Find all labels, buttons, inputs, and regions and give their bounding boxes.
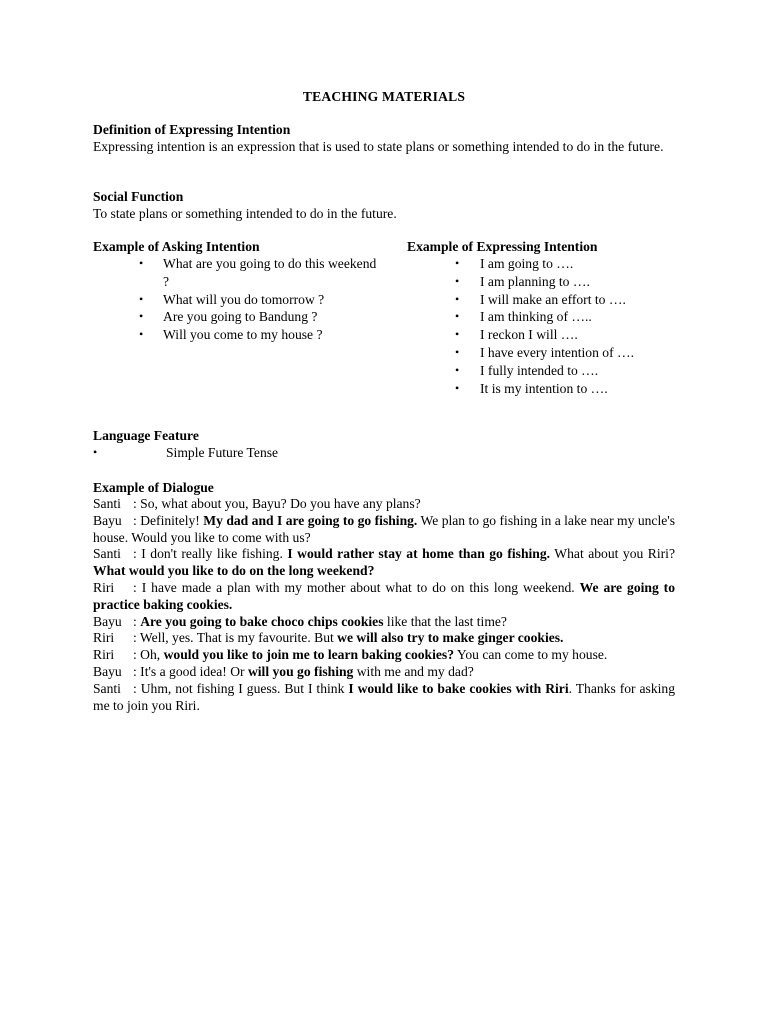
bullet-icon: •	[455, 362, 460, 377]
bullet-icon: •	[139, 327, 144, 342]
asking-intention-item	[93, 308, 383, 326]
bullet-icon: •	[139, 309, 144, 324]
social-function-text: To state plans or something intended to do in the future.	[93, 206, 397, 221]
dialogue-highlight-text: We are going to practice baking cookies.	[93, 579, 676, 612]
bullet-icon: •	[139, 256, 144, 270]
dialogue-text: with me and my dad?	[353, 663, 474, 679]
dialogue-heading: Example of Dialogue	[93, 480, 214, 495]
social-function-heading: Social Function	[93, 189, 184, 204]
definition-section	[93, 121, 675, 155]
asking-intention-item-text: Are you going to Bandung ?	[163, 309, 318, 325]
asking-intention-item	[93, 326, 383, 344]
definition-text: Expressing intention is an expression that is used to state plans or something intended to do in the future.	[93, 139, 664, 154]
dialogue-text: : I don't really like fishing.	[133, 546, 288, 562]
language-feature-heading: Language Feature	[93, 428, 199, 443]
bullet-icon: •	[93, 445, 98, 459]
expressing-intention-item	[407, 326, 675, 344]
dialogue-speaker: Riri	[93, 579, 115, 595]
dialogue-text: like that the last time?	[383, 613, 507, 629]
dialogue-text: . Thanks for asking me to join you Riri.	[93, 680, 675, 713]
expressing-intention-item-text: I am planning to ….	[480, 273, 590, 289]
dialogue-highlight-text: we will also try to make ginger cookies.	[337, 630, 564, 646]
expressing-intention-item-text: It is my intention to ….	[480, 380, 608, 396]
language-feature-list	[93, 444, 675, 462]
expressing-intention-item-text: I have every intention of ….	[480, 344, 635, 360]
expressing-intention-item	[407, 291, 675, 309]
expressing-intention-heading: Example of Expressing Intention	[407, 239, 598, 254]
bullet-icon: •	[455, 291, 460, 306]
bullet-icon: •	[455, 344, 460, 359]
asking-intention-column	[93, 238, 383, 344]
definition-heading: Definition of Expressing Intention	[93, 122, 291, 137]
dialogue-highlight-text: will you go fishing	[247, 663, 354, 679]
expressing-intention-item-text: I fully intended to ….	[480, 362, 599, 378]
bullet-icon: •	[455, 309, 460, 324]
bullet-icon: •	[455, 380, 460, 395]
asking-intention-item-text: What will you do tomorrow ?	[163, 291, 325, 307]
expressing-intention-list	[407, 255, 675, 397]
dialogue-highlight-text: would you like to join me to learn baking cookies?	[163, 647, 454, 663]
dialogue-line	[93, 614, 675, 631]
expressing-intention-column	[407, 238, 675, 397]
dialogue-speaker: Santi	[93, 680, 121, 696]
dialogue-line	[93, 513, 675, 547]
dialogue-highlight-text: I would like to bake cookies with Riri	[348, 680, 569, 696]
dialogue-text: : So, what about you, Bayu? Do you have any plans?	[133, 496, 421, 511]
expressing-intention-item	[407, 380, 675, 398]
dialogue-speaker: Bayu	[93, 512, 122, 528]
asking-intention-heading: Example of Asking Intention	[93, 239, 260, 254]
dialogue-line	[93, 496, 675, 513]
language-feature-item-text: Simple Future Tense	[166, 445, 279, 460]
expressing-intention-item	[407, 308, 675, 326]
dialogue-line	[93, 580, 675, 614]
dialogue-highlight-text: I would rather stay at home than go fishing.	[287, 546, 551, 562]
dialogue-speaker: Santi	[93, 496, 121, 511]
dialogue-lines	[93, 496, 675, 714]
asking-intention-item-text: What are you going to do this weekend ?	[163, 256, 377, 289]
dialogue-speaker: Santi	[93, 546, 121, 562]
dialogue-speaker: Bayu	[93, 613, 122, 629]
bullet-icon: •	[455, 273, 460, 288]
dialogue-text: : Well, yes. That is my favourite. But	[133, 630, 338, 646]
dialogue-text: : Uhm, not fishing I guess. But I think	[133, 680, 349, 696]
language-feature-section	[93, 427, 675, 462]
expressing-intention-item	[407, 255, 675, 273]
language-feature-item	[93, 444, 675, 462]
dialogue-highlight-text: Are you going to bake choco chips cookies	[140, 613, 384, 629]
expressing-intention-item	[407, 344, 675, 362]
expressing-intention-item	[407, 273, 675, 291]
dialogue-speaker: Bayu	[93, 663, 122, 679]
social-function-section	[93, 188, 675, 222]
dialogue-text: : I have made a plan with my mother about what to do on this long weekend.	[133, 579, 580, 595]
dialogue-text: : Oh,	[133, 647, 164, 663]
expressing-intention-item-text: I am thinking of …..	[480, 309, 592, 325]
dialogue-speaker: Riri	[93, 630, 115, 646]
page-title: TEACHING MATERIALS	[302, 89, 466, 104]
dialogue-text: You can come to my house.	[454, 647, 608, 663]
dialogue-line	[93, 630, 675, 647]
asking-intention-item	[93, 255, 383, 291]
dialogue-highlight-text: My dad and I are going to go fishing.	[203, 512, 418, 528]
dialogue-highlight-text: What would you like to do on the long weekend?	[93, 563, 375, 579]
bullet-icon: •	[455, 256, 460, 270]
intention-examples	[93, 238, 675, 408]
bullet-icon: •	[139, 291, 144, 306]
dialogue-text: What about you Riri?	[550, 546, 675, 562]
asking-intention-list	[93, 255, 383, 344]
dialogue-text: : It's a good idea! Or	[133, 663, 248, 679]
dialogue-line	[93, 681, 675, 715]
expressing-intention-item	[407, 362, 675, 380]
dialogue-text: :	[133, 613, 141, 629]
expressing-intention-item-text: I reckon I will ….	[480, 327, 578, 343]
asking-intention-item-text: Will you come to my house ?	[163, 327, 323, 343]
dialogue-line	[93, 664, 675, 681]
dialogue-speaker: Riri	[93, 647, 115, 663]
dialogue-line	[93, 647, 675, 664]
dialogue-line	[93, 546, 675, 580]
expressing-intention-item-text: I will make an effort to ….	[480, 291, 626, 307]
dialogue-text: : Definitely!	[133, 512, 204, 528]
asking-intention-item	[93, 291, 383, 309]
dialogue-section	[93, 479, 675, 714]
expressing-intention-item-text: I am going to ….	[480, 256, 574, 271]
dialogue-text: We plan to go fishing in a lake near my uncle's house. Would you like to come with us?	[93, 512, 675, 545]
bullet-icon: •	[455, 327, 460, 342]
